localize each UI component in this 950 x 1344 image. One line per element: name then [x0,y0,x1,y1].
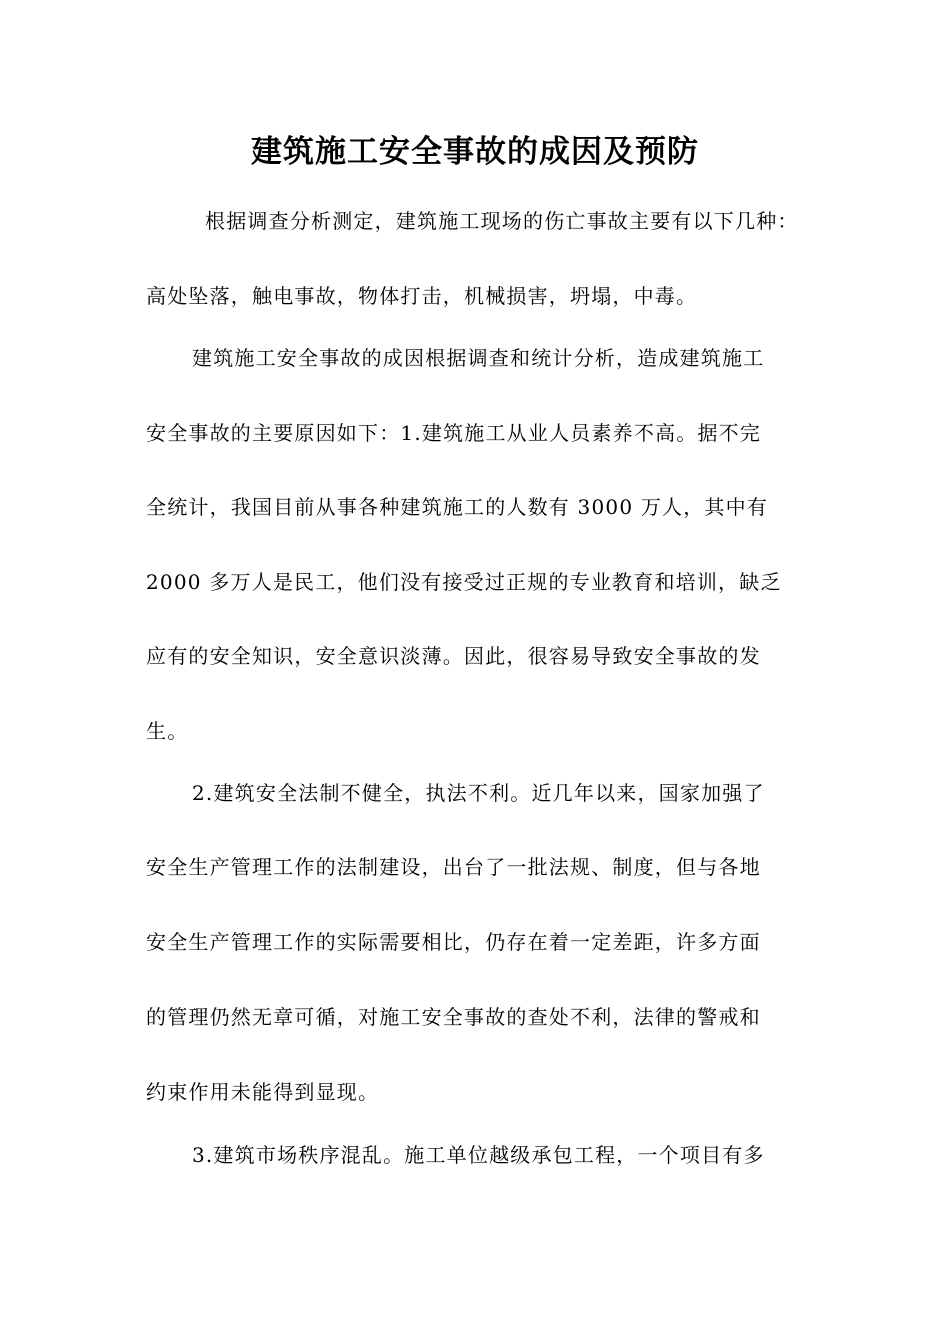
paragraph-line: 根据调查分析测定，建筑施工现场的伤亡事故主要有以下几种： [205,209,799,233]
paragraph-line: 2.建筑安全法制不健全，执法不利。近几年以来，国家加强了 [192,781,765,805]
paragraph-line: 约束作用未能得到显现。 [146,1080,380,1104]
paragraph-line: 应有的安全知识，安全意识淡薄。因此，很容易导致安全事故的发 [146,644,761,668]
paragraph-line: 安全生产管理工作的法制建设，出台了一批法规、制度，但与各地 [146,855,761,879]
paragraph-line: 高处坠落，触电事故，物体打击，机械损害，坍塌，中毒。 [146,284,698,308]
paragraph-line: 建筑施工安全事故的成因根据调查和统计分析，造成建筑施工 [192,346,765,370]
paragraph-line: 3.建筑市场秩序混乱。施工单位越级承包工程，一个项目有多 [192,1143,765,1167]
paragraph-line: 的管理仍然无章可循，对施工安全事故的查处不利，法律的警戒和 [146,1005,761,1029]
paragraph-line: 2000 多万人是民工，他们没有接受过正规的专业教育和培训，缺乏 [146,570,782,594]
paragraph-line: 安全生产管理工作的实际需要相比，仍存在着一定差距，许多方面 [146,930,761,954]
paragraph-line: 全统计，我国目前从事各种建筑施工的人数有 3000 万人，其中有 [146,495,769,519]
paragraph-line: 生。 [146,719,189,743]
document-title: 建筑施工安全事故的成因及预防 [251,134,699,170]
paragraph-line: 安全事故的主要原因如下：1.建筑施工从业人员素养不高。据不完 [146,421,762,445]
